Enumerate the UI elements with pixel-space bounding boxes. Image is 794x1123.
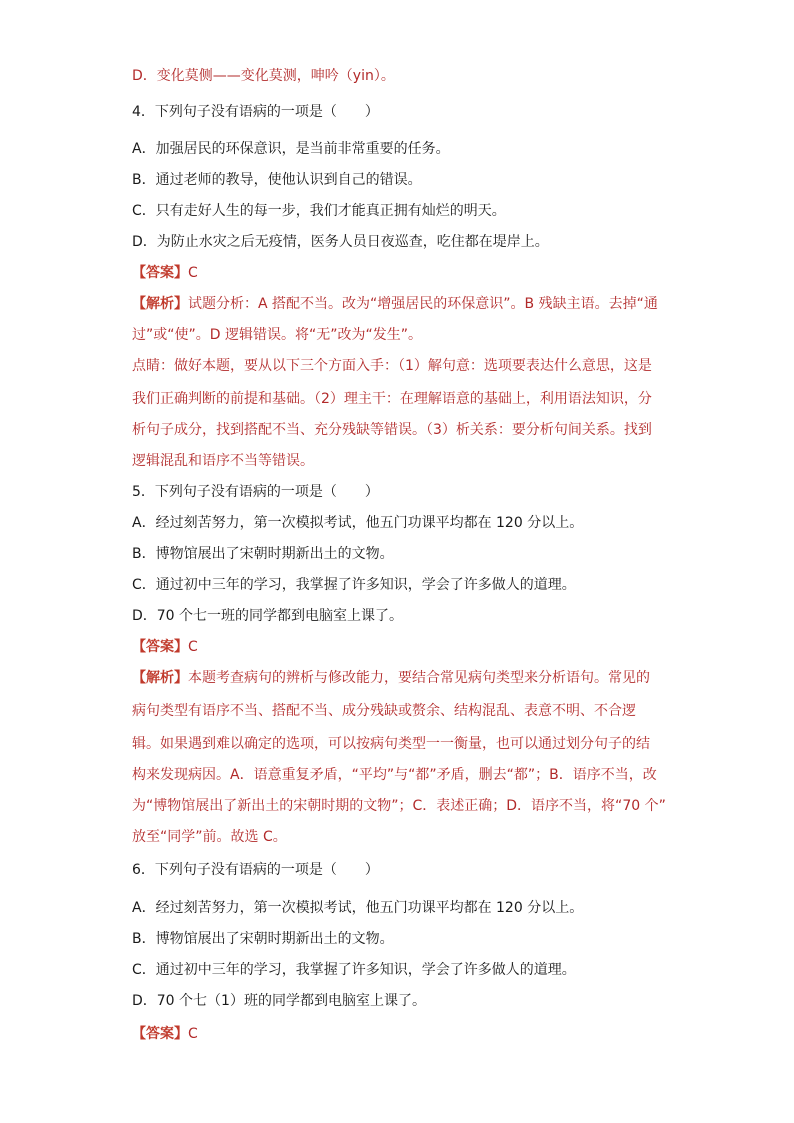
answer-value: C: [188, 639, 198, 655]
q6-option-c: C．通过初中三年的学习，我掌握了许多知识，学会了许多做人的道理。: [132, 962, 576, 978]
q4-stem: 4．下列句子没有语病的一项是（ ）: [132, 104, 379, 120]
q6-stem: 6．下列句子没有语病的一项是（ ）: [132, 862, 379, 878]
q4-tip-line-4: 逻辑混乱和语序不当等错误。: [132, 453, 314, 469]
q6-option-d: D．70 个七（1）班的同学都到电脑室上课了。: [132, 993, 426, 1009]
q4-option-a: A．加强居民的环保意识，是当前非常重要的任务。: [132, 141, 450, 157]
q4-tip-line-1: 点睛：做好本题，要从以下三个方面入手：（1）解句意：选项要表达什么意思，这是: [132, 358, 652, 374]
answer-tag: 【答案】: [132, 639, 188, 655]
q4-tip-line-2: 我们正确判断的前提和基础。（2）理主干：在理解语意的基础上，利用语法知识，分: [132, 391, 652, 407]
q5-analysis-line-1: 【解析】本题考查病句的辨析与修改能力，要结合常见病句类型来分析语句。常见的: [132, 670, 650, 686]
analysis-tag: 【解析】: [132, 296, 188, 312]
q4-tip-line-3: 析句子成分，找到搭配不当、充分残缺等错误。（3）析关系：要分析句间关系。找到: [132, 422, 652, 438]
q5-option-c: C．通过初中三年的学习，我掌握了许多知识，学会了许多做人的道理。: [132, 577, 576, 593]
answer-value: C: [188, 265, 198, 281]
analysis-tag: 【解析】: [132, 670, 188, 686]
q5-analysis-line-6: 放至“同学”前。故选 C。: [132, 829, 287, 845]
q5-stem: 5．下列句子没有语病的一项是（ ）: [132, 484, 379, 500]
answer-tag: 【答案】: [132, 1026, 188, 1042]
q5-option-a: A．经过刻苦努力，第一次模拟考试，他五门功课平均都在 120 分以上。: [132, 515, 584, 531]
q4-analysis-line-1: 【解析】试题分析：A 搭配不当。改为“增强居民的环保意识”。B 残缺主语。去掉“通: [132, 296, 658, 312]
q6-option-b: B．博物馆展出了宋朝时期新出土的文物。: [132, 931, 394, 947]
q3-option-d: D．变化莫侧——变化莫测，呻吟（yin）。: [132, 68, 395, 84]
q4-option-c: C．只有走好人生的每一步，我们才能真正拥有灿烂的明天。: [132, 203, 506, 219]
q5-option-b: B．博物馆展出了宋朝时期新出土的文物。: [132, 546, 394, 562]
q5-analysis-line-2: 病句类型有语序不当、搭配不当、成分残缺或赘余、结构混乱、表意不明、不合逻: [132, 703, 636, 719]
q5-analysis-line-4: 构来发现病因。A．语意重复矛盾，“平均”与“都”矛盾，删去“都”；B．语序不当，改: [132, 767, 657, 783]
q5-option-d: D．70 个七一班的同学都到电脑室上课了。: [132, 608, 404, 624]
q4-analysis-line-2: 过”或“使”。D 逻辑错误。将“无”改为“发生”。: [132, 327, 422, 343]
q5-analysis-line-3: 辑。如果遇到难以确定的选项，可以按病句类型一一衡量，也可以通过划分句子的结: [132, 736, 650, 752]
q6-option-a: A．经过刻苦努力，第一次模拟考试，他五门功课平均都在 120 分以上。: [132, 900, 584, 916]
answer-value: C: [188, 1026, 198, 1042]
q4-option-d: D．为防止水灾之后无疫情，医务人员日夜巡查，吃住都在堤岸上。: [132, 234, 549, 250]
q5-analysis-line-5: 为“博物馆展出了新出土的宋朝时期的文物”；C．表述正确；D．语序不当，将“70 个”: [132, 798, 666, 814]
q6-answer: [132, 1024, 198, 1044]
q5-answer: [132, 637, 198, 657]
q4-answer: [132, 263, 198, 283]
answer-tag: 【答案】: [132, 265, 188, 281]
q4-option-b: B．通过老师的教导，使他认识到自己的错误。: [132, 172, 422, 188]
